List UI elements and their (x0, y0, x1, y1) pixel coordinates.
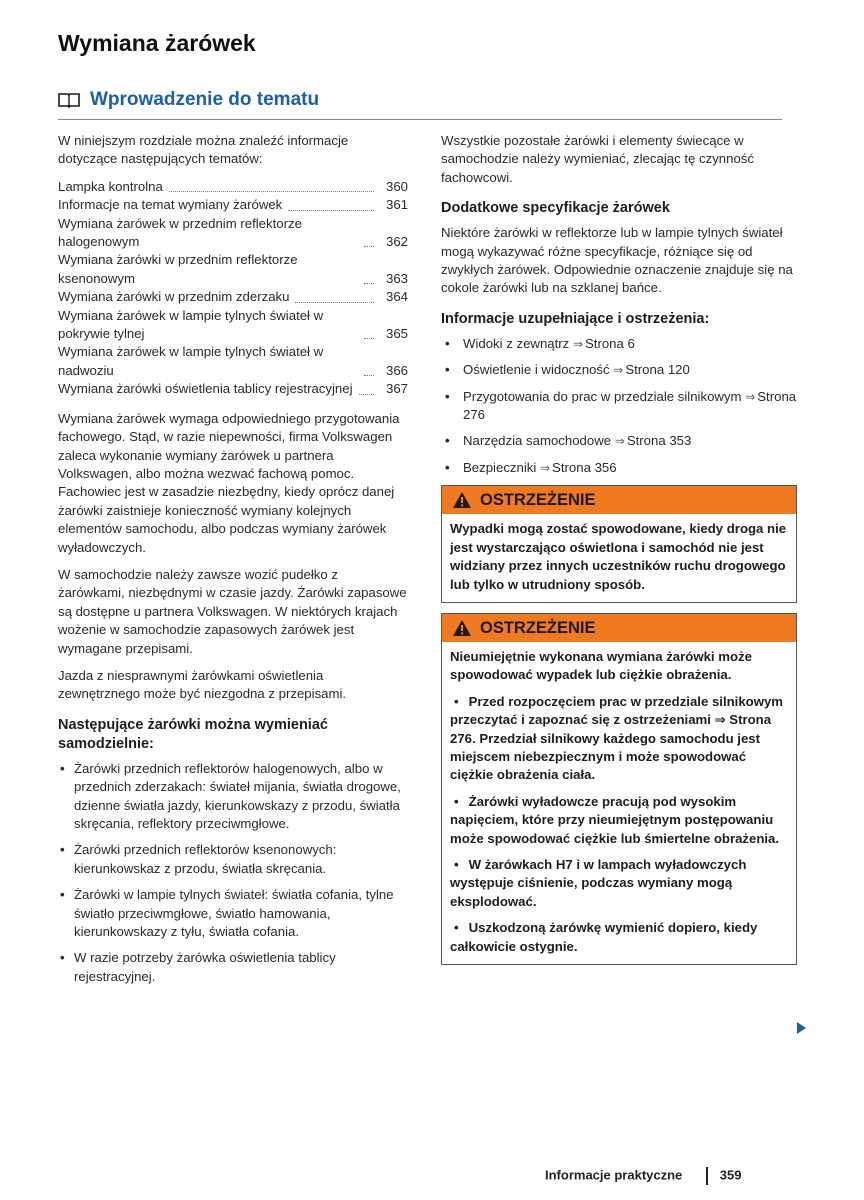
warning-header (442, 486, 796, 514)
page-link[interactable]: Strona 120 (625, 362, 690, 378)
info-item-text: Oświetlenie i widoczność (463, 362, 610, 378)
toc-item[interactable] (58, 178, 408, 196)
toc-item-title: Wymiana żarówek w przednim reflektorze halogenowym (58, 215, 302, 250)
warning-triangle-icon (452, 491, 472, 509)
warning-bullet-text: Uszkodzoną żarówkę wymienić dopiero, kiedy całkowicie ostygnie. (450, 920, 758, 954)
info-item-text: Narzędzia samochodowe (463, 433, 612, 449)
page-link[interactable]: Strona 356 (552, 459, 617, 475)
warning-bullet (450, 793, 788, 848)
body-paragraph: Jazda z niesprawnymi żarówkami oświetlenia zewnętrznego może być niezgodna z przepisami. (58, 667, 347, 702)
toc-item-title: Informacje na temat wymiany żarówek (58, 197, 283, 213)
right-column (441, 132, 797, 975)
toc-item-title: Lampka kontrolna (58, 178, 163, 194)
page-link[interactable]: Strona 276 (463, 388, 797, 423)
section-title: Wprowadzenie do tematu (90, 89, 320, 110)
toc-leader (364, 246, 374, 247)
warning-label: OSTRZEŻENIE (480, 491, 596, 510)
warning-body (442, 642, 796, 964)
info-item-text: Przygotowania do prac w przedziale silnikowym (463, 388, 742, 404)
list-item (441, 335, 797, 353)
warning-text: Nieumiejętnie wykonana wymiana żarówki może spowodować wypadek lub ciężkie obrażenia. (450, 648, 752, 683)
list-item (441, 388, 797, 425)
warning-text: Wypadki mogą zostać spowodowane, kiedy droga nie jest wystarczająco oświetlona i samochód nie jest widziany przez innych uczestników ruchu drogowego lub tylko w utrudniony sposób. (450, 521, 787, 592)
toc-item-page: 361 (385, 197, 408, 213)
list-item: • Żarówki w lampie tylnych świateł: światła cofania, tylne światło przeciwmgłowe, światło hamowania, kierunkowskazy z tyłu, światła cofania. (58, 886, 408, 941)
toc-leader (295, 302, 374, 303)
toc-leader (288, 210, 374, 211)
toc-item-page: 366 (385, 362, 408, 378)
page-link[interactable]: Strona 353 (626, 433, 692, 449)
arrow-icon: ⇒ (745, 389, 756, 404)
toc-item-page: 362 (385, 234, 408, 250)
toc-item[interactable] (58, 251, 408, 288)
table-of-contents (58, 178, 408, 399)
arrow-icon: ⇒ (539, 460, 551, 475)
toc-item[interactable] (58, 196, 408, 214)
toc-item-title: Wymiana żarówek w lampie tylnych świateł w pokrywie tylnej (58, 307, 324, 342)
info-list (441, 335, 797, 477)
toc-item[interactable] (58, 307, 408, 344)
spec-text: Niektóre żarówki w reflektorze lub w lampie tylnych świateł mogą wykazywać różne specyfikacje, różniące się od zwykłych żarówek. Odpowiednie oznaczenie znajduje się na cokole żarówki lub na szklanej bańce. (441, 225, 793, 296)
arrow-icon: ⇒ (613, 363, 624, 378)
warning-bullet (450, 919, 788, 956)
toc-leader (169, 191, 374, 192)
toc-item-page: 363 (385, 270, 408, 286)
toc-item-title: Wymiana żarówki w przednim zderzaku (58, 289, 290, 305)
toc-item-title: Wymiana żarówki oświetlenia tablicy rejestracyjnej (58, 381, 353, 397)
toc-leader (364, 375, 374, 376)
toc-item[interactable] (58, 288, 408, 306)
toc-item-page: 365 (385, 326, 408, 342)
toc-item-title: Wymiana żarówek w lampie tylnych świateł w nadwoziu (58, 344, 324, 378)
warning-triangle-icon (452, 619, 472, 637)
list-item (441, 459, 797, 477)
arrow-icon: ⇒ (572, 336, 583, 351)
toc-leader (364, 283, 374, 284)
warning-bullet-text: Przed rozpoczęciem prac w przedziale silnikowym przeczytać i zapoznać się z ostrzeżeniami ⇒ Strona 276. Przedział silnikowy każdego samochodu jest miejscem niebezpiecznym i może spowodować ciężkie obrażenia ciała. (450, 693, 784, 783)
warning-bullet-text: Żarówki wyładowcze pracują pod wysokim napięciem, które przy nieumiejętnym postępowaniu może spowodować ciężkie lub śmiertelne obrażenia. (450, 793, 780, 846)
warning-header (442, 614, 796, 642)
list-item: • Żarówki przednich reflektorów ksenonowych: kierunkowskaz z przodu, światła skręcania. (58, 841, 408, 878)
toc-item-page: 360 (385, 178, 408, 194)
toc-item-page: 364 (385, 289, 408, 305)
body-paragraph: W samochodzie należy zawsze wozić pudełko z żarówkami, niezbędnymi w czasie jazdy. Żarówki zapasowe są dostępne u partnera Volkswagen. W niektórych krajach wożenie w samochodzie zapasowych żarówek jest wymagane przepisami. (58, 566, 407, 656)
warning-box (441, 613, 797, 965)
footer-section: Informacje praktyczne (545, 1167, 683, 1183)
warning-box (441, 485, 797, 603)
list-item: • W razie potrzeby żarówka oświetlenia tablicy rejestracyjnej. (58, 949, 408, 986)
list-item: • Żarówki przednich reflektorów halogenowych, albo w przednich zderzakach: świateł mijania, światła drogowe, dzienne światła jazdy, kierunkowskazy z przodu, światła skręcania, reflektory przeciwmgłowe. (58, 760, 408, 834)
toc-item-page: 367 (385, 381, 408, 397)
info-item-text: Bezpieczniki (463, 459, 537, 475)
spec-heading: Dodatkowe specyfikacje żarówek (441, 200, 670, 217)
section-header (58, 89, 782, 120)
arrow-icon: ⇒ (614, 434, 625, 449)
toc-leader (359, 394, 374, 395)
right-intro: Wszystkie pozostałe żarówki i elementy świecące w samochodzie należy wymieniać, zlecając tę czynność fachowcowi. (441, 133, 754, 185)
footer-divider (706, 1167, 708, 1185)
warning-bullet (450, 856, 788, 911)
page-title: Wymiana żarówek (58, 30, 256, 56)
body-paragraph: Wymiana żarówek wymaga odpowiedniego przygotowania fachowego. Stąd, w razie niepewności, firma Volkswagen zaleca wykonanie wymiany żarówek u partnera Volkswagen, albo można wezwać fachową pomoc. Fachowiec jest w zasadzie niezbędny, kiedy oprócz danej żarówki zaistnieje konieczność wymiany kolejnych elementów samochodu, albo podczas wymiany żarówek wyładowczych. (58, 410, 400, 555)
warning-body (442, 514, 796, 602)
book-icon (58, 92, 80, 108)
continue-arrow-icon (797, 1022, 806, 1034)
info-item-text: Widoki z zewnątrz (463, 335, 570, 351)
list-item (441, 432, 797, 450)
toc-item[interactable] (58, 343, 408, 380)
page-footer (545, 1167, 741, 1185)
page-link[interactable]: Strona 6 (585, 335, 635, 351)
warning-label: OSTRZEŻENIE (480, 618, 596, 637)
info-heading: Informacje uzupełniające i ostrzeżenia: (441, 310, 710, 327)
page-number: 359 (719, 1167, 742, 1183)
toc-item[interactable] (58, 380, 408, 398)
replace-list (58, 760, 408, 986)
warning-bullet (450, 693, 788, 785)
toc-item[interactable] (58, 215, 408, 252)
intro-text: W niniejszym rozdziale można znaleźć informacje dotyczące następujących tematów: (58, 133, 349, 167)
toc-item-title: Wymiana żarówki w przednim reflektorze ksenonowym (58, 252, 298, 286)
replace-heading: Następujące żarówki można wymieniać samodzielnie: (58, 716, 328, 752)
toc-leader (364, 338, 374, 339)
warning-bullet-text: W żarówkach H7 i w lampach wyładowczych występuje ciśnienie, podczas wymiany mogą eksplodować. (450, 856, 747, 909)
left-column (58, 132, 408, 994)
list-item (441, 361, 797, 379)
